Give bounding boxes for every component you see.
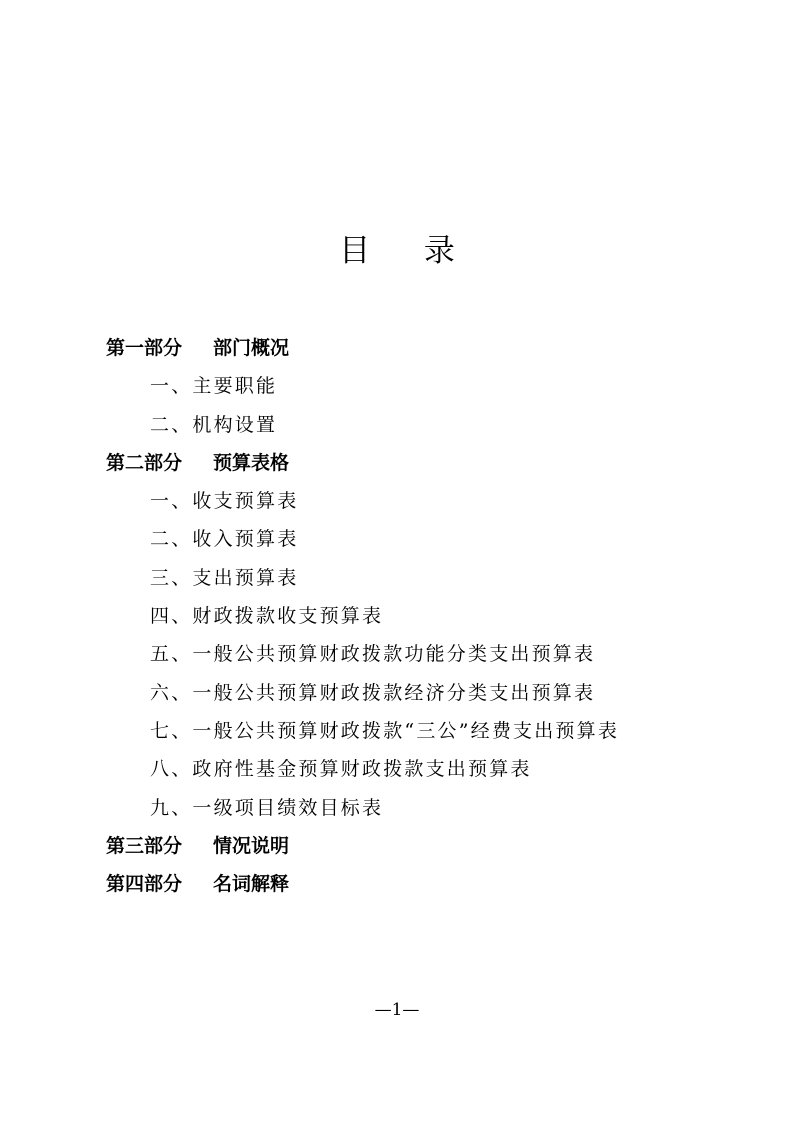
table-of-contents [0,329,794,903]
toc-item: 九、一级项目绩效目标表 [150,796,384,819]
toc-item: 五、一般公共预算财政拨款功能分类支出预算表 [150,643,596,666]
toc-part-label: 部门概况 [213,337,290,359]
toc-part-3 [0,827,794,865]
toc-item: 二、收入预算表 [150,528,299,551]
toc-item: 一、主要职能 [150,375,278,398]
toc-part-4 [0,865,794,903]
toc-item: 二、机构设置 [150,413,278,436]
toc-item: 四、财政拨款收支预算表 [150,605,384,628]
toc-part-label: 情况说明 [213,834,290,857]
toc-item: 六、一般公共预算财政拨款经济分类支出预算表 [150,681,596,704]
toc-item: 一、收支预算表 [150,490,299,513]
toc-part-number: 第二部分 [106,451,183,474]
page-title: 目 录 [339,233,477,269]
toc-part-number: 第一部分 [106,337,183,359]
toc-item: 八、政府性基金预算财政拨款支出预算表 [150,758,532,781]
toc-part-label: 名词解释 [213,873,290,896]
toc-item: 七、一般公共预算财政拨款“三公”经费支出预算表 [150,719,620,742]
page-number: —1— [374,1000,420,1020]
toc-item: 三、支出预算表 [150,566,299,589]
toc-part-number: 第四部分 [106,873,183,896]
toc-part-1 [0,329,794,367]
toc-part-number: 第三部分 [106,834,183,857]
toc-part-label: 预算表格 [213,451,290,474]
toc-part-2 [0,444,794,482]
